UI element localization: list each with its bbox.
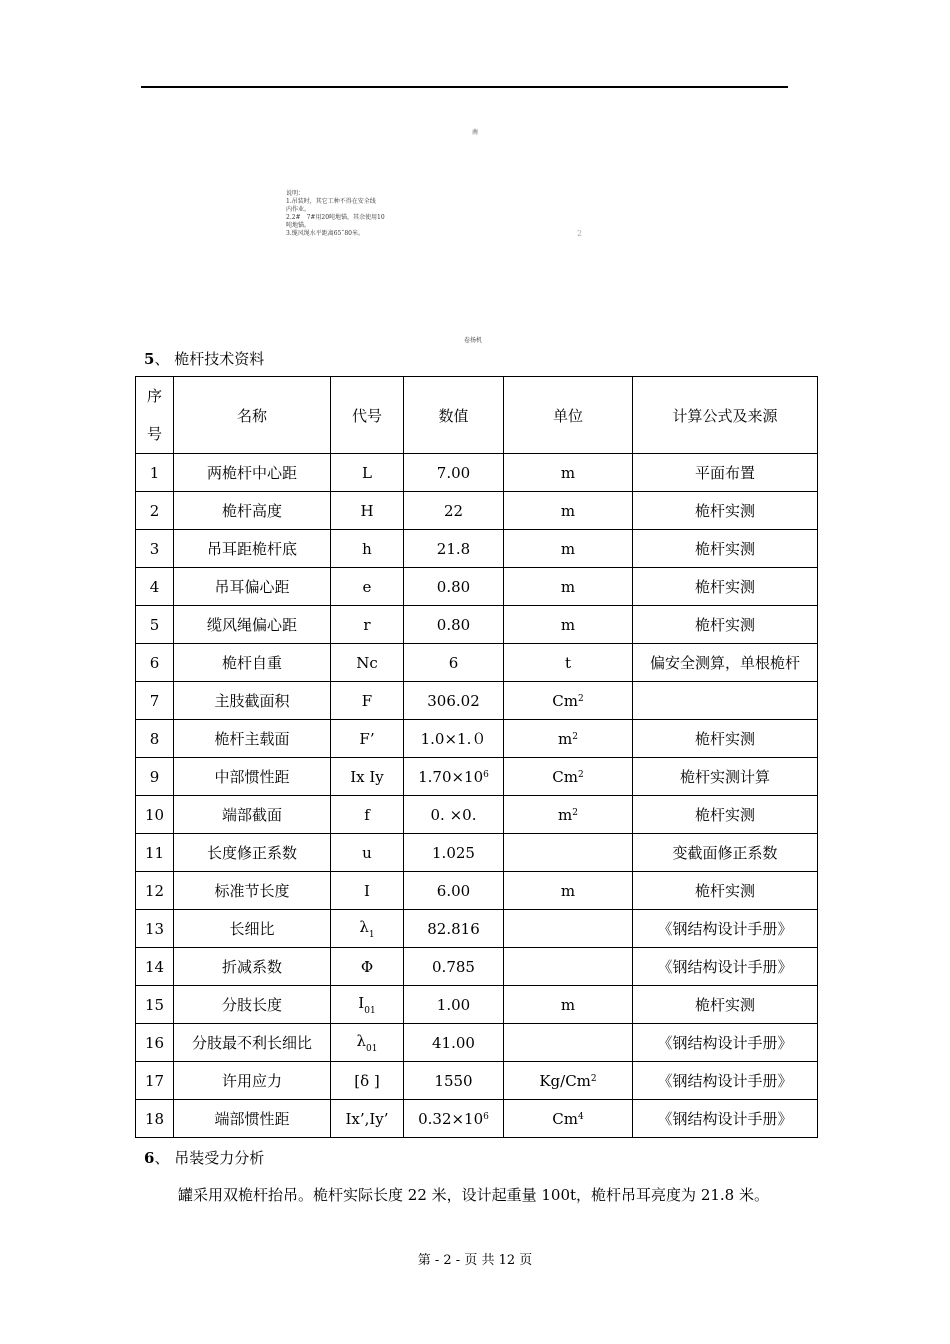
cell-value-text: 0.785 bbox=[432, 957, 475, 976]
cell-name bbox=[174, 606, 331, 644]
cell-name-text: 标准节长度 bbox=[214, 882, 290, 900]
cell-code-text: H bbox=[360, 501, 374, 520]
cell-value bbox=[404, 530, 504, 568]
cell-source bbox=[633, 568, 818, 606]
cell-seq-text: 4 bbox=[149, 577, 160, 596]
cell-source bbox=[633, 986, 818, 1024]
cell-code-text: λ bbox=[359, 917, 369, 936]
figure-mark: 2 bbox=[577, 229, 583, 238]
table-row bbox=[136, 492, 818, 530]
cell-code bbox=[331, 568, 404, 606]
cell-value-text: 82.816 bbox=[427, 919, 480, 938]
table-row bbox=[136, 910, 818, 948]
cell-unit-superscript: 2 bbox=[572, 731, 578, 742]
cell-value bbox=[404, 606, 504, 644]
cell-code-text: F’ bbox=[359, 729, 375, 748]
table-row bbox=[136, 644, 818, 682]
cell-source-text: 《钢结构设计手册》 bbox=[657, 1034, 793, 1052]
cell-code-text: Φ bbox=[360, 957, 374, 976]
table-header-row bbox=[136, 377, 818, 454]
cell-code-text: f bbox=[364, 805, 370, 824]
cell-source bbox=[633, 1100, 818, 1138]
cell-source-text: 偏安全测算，单根桅杆 bbox=[649, 654, 800, 672]
cell-unit-text: m bbox=[560, 995, 576, 1014]
cell-code bbox=[331, 796, 404, 834]
cell-code-subscript: 01 bbox=[364, 1005, 376, 1016]
cell-unit bbox=[504, 872, 633, 910]
cell-seq-text: 18 bbox=[144, 1109, 165, 1128]
cell-seq bbox=[136, 530, 174, 568]
cell-source bbox=[633, 720, 818, 758]
cell-code-subscript: 01 bbox=[366, 1043, 378, 1054]
cell-name bbox=[174, 568, 331, 606]
cell-source bbox=[633, 910, 818, 948]
cell-seq-text: 10 bbox=[144, 805, 165, 824]
cell-unit-text: t bbox=[564, 653, 572, 672]
cell-name bbox=[174, 720, 331, 758]
table-row bbox=[136, 758, 818, 796]
cell-seq bbox=[136, 1100, 174, 1138]
cell-seq-text: 13 bbox=[144, 919, 165, 938]
cell-name-text: 吊耳距桅杆底 bbox=[206, 540, 297, 558]
cell-unit bbox=[504, 568, 633, 606]
cell-source bbox=[633, 834, 818, 872]
table-row bbox=[136, 986, 818, 1024]
cell-unit-text: Cm bbox=[552, 1109, 578, 1128]
cell-unit-superscript: 2 bbox=[590, 1073, 597, 1084]
cell-source-text: 《钢结构设计手册》 bbox=[657, 958, 793, 976]
cell-unit-text: m bbox=[560, 539, 576, 558]
cell-unit bbox=[504, 454, 633, 492]
cell-unit bbox=[504, 492, 633, 530]
cell-name bbox=[174, 454, 331, 492]
cell-source bbox=[633, 1024, 818, 1062]
cell-unit-superscript: 2 bbox=[572, 807, 578, 818]
cell-value bbox=[404, 568, 504, 606]
cell-seq-text: 7 bbox=[149, 691, 160, 710]
cell-seq-text: 5 bbox=[149, 615, 160, 634]
cell-code bbox=[331, 986, 404, 1024]
cell-unit bbox=[504, 948, 633, 986]
cell-seq bbox=[136, 872, 174, 910]
cell-code bbox=[331, 834, 404, 872]
cell-name-text: 端部惯性距 bbox=[214, 1110, 290, 1128]
cell-unit bbox=[504, 644, 633, 682]
cell-value-text: 0. ×0. bbox=[430, 805, 477, 824]
cell-source-text: 桅杆实测计算 bbox=[679, 768, 770, 786]
cell-name-text: 长度修正系数 bbox=[206, 844, 297, 862]
cell-value-text: 41.00 bbox=[432, 1033, 475, 1052]
cell-value bbox=[404, 910, 504, 948]
cell-source bbox=[633, 872, 818, 910]
cell-code bbox=[331, 1024, 404, 1062]
cell-source-text: 《钢结构设计手册》 bbox=[657, 1072, 793, 1090]
header-unit: 单位 bbox=[504, 377, 633, 454]
cell-unit bbox=[504, 682, 633, 720]
header-name: 名称 bbox=[174, 377, 331, 454]
table-row bbox=[136, 454, 818, 492]
cell-code-text: Ix Iy bbox=[350, 767, 384, 786]
cell-unit bbox=[504, 910, 633, 948]
cell-seq-text: 15 bbox=[144, 995, 165, 1014]
cell-seq bbox=[136, 606, 174, 644]
cell-code bbox=[331, 872, 404, 910]
cell-code-text: L bbox=[362, 463, 372, 482]
cell-unit bbox=[504, 758, 633, 796]
table-row bbox=[136, 682, 818, 720]
cell-value-text: 1.70×10 bbox=[418, 767, 484, 786]
cell-unit bbox=[504, 606, 633, 644]
cell-seq bbox=[136, 948, 174, 986]
cell-unit-text: Kg/Cm bbox=[539, 1071, 591, 1090]
cell-unit bbox=[504, 834, 633, 872]
cell-value-text: 306.02 bbox=[427, 691, 480, 710]
section-6-separator: 、 bbox=[154, 1149, 170, 1167]
cell-name bbox=[174, 492, 331, 530]
cell-value-text: 1.025 bbox=[432, 843, 475, 862]
cell-value-text: 1.0×1.０ bbox=[420, 730, 487, 748]
cell-value bbox=[404, 986, 504, 1024]
cell-unit bbox=[504, 530, 633, 568]
table-row bbox=[136, 834, 818, 872]
cell-unit-text: m bbox=[560, 501, 576, 520]
cell-source-text: 《钢结构设计手册》 bbox=[657, 920, 793, 938]
cell-code bbox=[331, 644, 404, 682]
cell-seq bbox=[136, 1024, 174, 1062]
cell-name-text: 缆风绳偏心距 bbox=[206, 616, 297, 634]
cell-value bbox=[404, 644, 504, 682]
cell-code-text: I bbox=[364, 881, 370, 900]
cell-source bbox=[633, 1062, 818, 1100]
cell-code-text: Ix’,Iy’ bbox=[345, 1109, 389, 1128]
cell-seq-text: 11 bbox=[144, 843, 165, 862]
cell-name bbox=[174, 872, 331, 910]
cell-seq bbox=[136, 758, 174, 796]
cell-seq-text: 3 bbox=[149, 539, 160, 558]
cell-source bbox=[633, 644, 818, 682]
cell-code-text: e bbox=[362, 577, 372, 596]
section-5-separator: 、 bbox=[154, 350, 170, 368]
cell-seq-text: 9 bbox=[149, 767, 160, 786]
cell-code bbox=[331, 606, 404, 644]
cell-seq bbox=[136, 1062, 174, 1100]
cell-source bbox=[633, 796, 818, 834]
cell-name-text: 长细比 bbox=[229, 920, 275, 938]
cell-name-text: 许用应力 bbox=[221, 1072, 282, 1090]
figure-north-label: 南 bbox=[472, 129, 479, 136]
cell-name bbox=[174, 986, 331, 1024]
cell-seq bbox=[136, 796, 174, 834]
cell-code-text: h bbox=[362, 539, 372, 558]
table-row bbox=[136, 530, 818, 568]
cell-value bbox=[404, 796, 504, 834]
cell-seq-text: 8 bbox=[149, 729, 160, 748]
cell-name bbox=[174, 758, 331, 796]
cell-name bbox=[174, 910, 331, 948]
cell-seq bbox=[136, 644, 174, 682]
cell-source-text: 桅杆实测 bbox=[694, 578, 755, 596]
cell-name-text: 吊耳偏心距 bbox=[214, 578, 290, 596]
cell-unit-text: m bbox=[560, 881, 576, 900]
cell-seq bbox=[136, 682, 174, 720]
cell-name bbox=[174, 948, 331, 986]
cell-code bbox=[331, 682, 404, 720]
cell-unit-superscript: 4 bbox=[577, 1111, 584, 1122]
table-row bbox=[136, 720, 818, 758]
cell-value bbox=[404, 492, 504, 530]
cell-source-text: 桅杆实测 bbox=[694, 806, 755, 824]
table-body bbox=[136, 454, 818, 1138]
cell-value bbox=[404, 720, 504, 758]
cell-code-text: I bbox=[358, 993, 365, 1012]
cell-value bbox=[404, 682, 504, 720]
cell-code-text: F bbox=[361, 691, 373, 710]
cell-source bbox=[633, 530, 818, 568]
cell-name-text: 折减系数 bbox=[221, 958, 282, 976]
cell-unit-text: m bbox=[558, 729, 573, 748]
cell-name-text: 中部惯性距 bbox=[214, 768, 290, 786]
cell-code bbox=[331, 948, 404, 986]
section-6-heading bbox=[144, 1148, 264, 1168]
cell-name bbox=[174, 1062, 331, 1100]
cell-value bbox=[404, 1062, 504, 1100]
page-footer: 第 - 2 - 页 共 12 页 bbox=[417, 1253, 533, 1268]
cell-code-text: [δ ] bbox=[354, 1071, 380, 1090]
cell-name-text: 分肢长度 bbox=[221, 996, 282, 1014]
cell-source bbox=[633, 948, 818, 986]
cell-value-superscript: 6 bbox=[483, 769, 489, 780]
section-5-heading bbox=[144, 349, 264, 369]
cell-value bbox=[404, 872, 504, 910]
cell-code-text: r bbox=[363, 615, 371, 634]
cell-name bbox=[174, 530, 331, 568]
cell-source-text: 变截面修正系数 bbox=[672, 844, 778, 862]
cell-value bbox=[404, 454, 504, 492]
cell-seq bbox=[136, 492, 174, 530]
cell-value-text: 0.32×10 bbox=[418, 1109, 484, 1128]
cell-value bbox=[404, 758, 504, 796]
cell-unit-text: m bbox=[558, 805, 573, 824]
cell-seq-text: 2 bbox=[149, 501, 160, 520]
mast-spec-table bbox=[135, 376, 818, 1138]
cell-name-text: 两桅杆中心距 bbox=[206, 464, 297, 482]
cell-seq bbox=[136, 834, 174, 872]
cell-name-text: 桅杆主载面 bbox=[214, 730, 290, 748]
cell-seq bbox=[136, 986, 174, 1024]
cell-code bbox=[331, 720, 404, 758]
cell-name bbox=[174, 682, 331, 720]
cell-source-text: 桅杆实测 bbox=[694, 502, 755, 520]
section-6-title: 吊装受力分析 bbox=[174, 1149, 265, 1167]
cell-value bbox=[404, 834, 504, 872]
header-rule bbox=[141, 86, 788, 88]
table-row bbox=[136, 606, 818, 644]
cell-unit-text: Cm bbox=[552, 767, 578, 786]
table-row bbox=[136, 948, 818, 986]
cell-source bbox=[633, 606, 818, 644]
cell-seq bbox=[136, 568, 174, 606]
cell-value-text: 21.8 bbox=[436, 539, 471, 558]
header-seq: 序 号 bbox=[136, 377, 174, 454]
cell-unit bbox=[504, 720, 633, 758]
cell-code bbox=[331, 492, 404, 530]
cell-seq bbox=[136, 454, 174, 492]
cell-code bbox=[331, 454, 404, 492]
cell-code bbox=[331, 1062, 404, 1100]
table-row bbox=[136, 568, 818, 606]
cell-unit-text: m bbox=[560, 615, 576, 634]
cell-value-text: 7.00 bbox=[436, 463, 471, 482]
cell-value-text: 6 bbox=[448, 653, 459, 672]
table-row bbox=[136, 796, 818, 834]
cell-unit bbox=[504, 1024, 633, 1062]
cell-name-text: 桅杆自重 bbox=[221, 654, 282, 672]
cell-name-text: 分肢最不利长细比 bbox=[191, 1034, 312, 1052]
cell-value-text: 22 bbox=[443, 501, 464, 520]
cell-code-text: Nc bbox=[356, 653, 378, 672]
cell-source-text: 桅杆实测 bbox=[694, 882, 755, 900]
cell-seq-text: 17 bbox=[144, 1071, 165, 1090]
table-row bbox=[136, 872, 818, 910]
cell-name bbox=[174, 1024, 331, 1062]
cell-seq-text: 12 bbox=[144, 881, 165, 900]
cell-value-text: 1550 bbox=[434, 1071, 473, 1090]
cell-unit-superscript: 2 bbox=[577, 693, 584, 704]
cell-source-text: 平面布置 bbox=[694, 464, 755, 482]
cell-value bbox=[404, 1024, 504, 1062]
cell-seq-text: 6 bbox=[149, 653, 160, 672]
header-source: 计算公式及来源 bbox=[633, 377, 818, 454]
cell-unit bbox=[504, 1100, 633, 1138]
header-value: 数值 bbox=[404, 377, 504, 454]
section-5-title: 桅杆技术资料 bbox=[174, 350, 265, 368]
cell-name bbox=[174, 644, 331, 682]
cell-name bbox=[174, 834, 331, 872]
cell-code bbox=[331, 910, 404, 948]
cell-unit bbox=[504, 796, 633, 834]
cell-name-text: 端部截面 bbox=[221, 806, 282, 824]
cell-name-text: 桅杆高度 bbox=[221, 502, 282, 520]
cell-value-text: 1.00 bbox=[436, 995, 471, 1014]
table-row bbox=[136, 1100, 818, 1138]
cell-source-text: 《钢结构设计手册》 bbox=[657, 1110, 793, 1128]
cell-value-text: 0.80 bbox=[436, 615, 471, 634]
cell-seq-text: 1 bbox=[149, 463, 160, 482]
cell-code bbox=[331, 530, 404, 568]
cell-source-text: 桅杆实测 bbox=[694, 996, 755, 1014]
cell-source bbox=[633, 454, 818, 492]
header-code: 代号 bbox=[331, 377, 404, 454]
section-6-number: 6 bbox=[144, 1149, 155, 1167]
figure-winch-label: 卷扬机 bbox=[464, 337, 483, 344]
table-row bbox=[136, 1024, 818, 1062]
cell-name-text: 主肢截面积 bbox=[214, 692, 290, 710]
section-6-paragraph: 罐采用双桅杆抬吊。桅杆实际长度 22 米，设计起重量 100t，桅杆吊耳亮度为 21.8 米。 bbox=[178, 1186, 769, 1204]
figure-notes: 说明： 1.吊装时，其它工种不得在安全线 内作业。 2.2# 7#用20吨地锚，其余使用10 吨地锚。 3.缆风绳水平距离65˜80米。 bbox=[286, 190, 385, 237]
table-row bbox=[136, 1062, 818, 1100]
cell-value bbox=[404, 1100, 504, 1138]
cell-unit-text: m bbox=[560, 463, 576, 482]
cell-value-superscript: 6 bbox=[483, 1111, 489, 1122]
cell-source-text: 桅杆实测 bbox=[694, 730, 755, 748]
cell-value-text: 0.80 bbox=[436, 577, 471, 596]
cell-source bbox=[633, 682, 818, 720]
cell-unit-superscript: 2 bbox=[577, 769, 584, 780]
cell-source bbox=[633, 492, 818, 530]
cell-unit bbox=[504, 986, 633, 1024]
cell-name bbox=[174, 1100, 331, 1138]
cell-unit-text: m bbox=[560, 577, 576, 596]
cell-code-text: λ bbox=[356, 1031, 367, 1050]
cell-seq bbox=[136, 910, 174, 948]
section-5-number: 5 bbox=[144, 350, 155, 368]
cell-seq-text: 14 bbox=[144, 957, 165, 976]
cell-code-subscript: 1 bbox=[368, 929, 375, 940]
cell-unit-text: Cm bbox=[552, 691, 578, 710]
cell-value-text: 6.00 bbox=[436, 881, 471, 900]
cell-seq bbox=[136, 720, 174, 758]
cell-source-text: 桅杆实测 bbox=[694, 616, 755, 634]
cell-source bbox=[633, 758, 818, 796]
cell-code bbox=[331, 1100, 404, 1138]
cell-unit bbox=[504, 1062, 633, 1100]
cell-source-text: 桅杆实测 bbox=[694, 540, 755, 558]
cell-code bbox=[331, 758, 404, 796]
cell-seq-text: 16 bbox=[144, 1033, 165, 1052]
cell-name bbox=[174, 796, 331, 834]
cell-value bbox=[404, 948, 504, 986]
cell-code-text: u bbox=[362, 843, 372, 862]
